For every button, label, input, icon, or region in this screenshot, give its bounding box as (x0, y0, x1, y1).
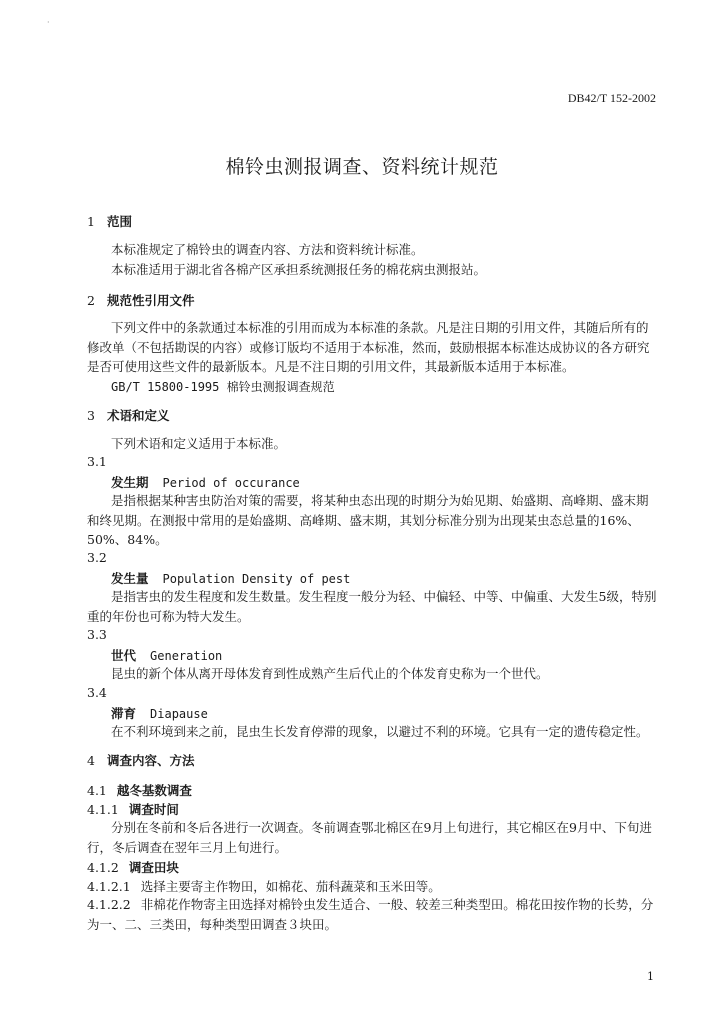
section-1-heading (87, 212, 132, 230)
term-3-3 (111, 646, 222, 664)
term-zh: 世代 (111, 648, 137, 663)
section-title: 调查时间 (128, 802, 179, 817)
section-4-1-heading (87, 781, 192, 799)
clause-number: 4.1.2.2 (87, 897, 131, 912)
section-title: 规范性引用文件 (107, 293, 195, 308)
term-en: Generation (150, 649, 223, 663)
section-4-heading (87, 751, 195, 769)
term-en: Population Density of pest (162, 572, 351, 586)
clause-text: 非棉花作物寄主田选择对棉铃虫发生适合、一般、较差三种类型田。棉花田按作物的长势，分为一、二、三类田，每种类型田调查３块田。 (87, 897, 654, 932)
section-number: 4.1.1 (87, 802, 119, 817)
clause-number: 4.1.2.1 (87, 879, 131, 894)
section-number: 2 (87, 293, 95, 308)
section-title: 调查内容、方法 (107, 753, 195, 768)
normative-reference: GB/T 15800-1995 棉铃虫测报调查规范 (111, 380, 335, 394)
term-3-2-definition: 是指害虫的发生程度和发生数量。发生程度一般分为轻、中偏轻、中等、中偏重、大发生5级，特别重的年份也可称为特大发生。 (87, 589, 657, 624)
term-3-4 (111, 704, 208, 722)
page-number: 1 (647, 970, 654, 983)
term-3-1-definition: 是指根据某种害虫防治对策的需要，将某种虫态出现的时期分为始见期、始盛期、高峰期、盛末期和终见期。在测报中常用的是始盛期、高峰期、盛末期，其划分标准分别为出现某虫态总量的16%、50%、84%。 (87, 493, 649, 548)
clause-text: 选择主要寄主作物田，如棉花、茄科蔬菜和玉米田等。 (140, 879, 441, 894)
term-3-1-number: 3.1 (87, 454, 107, 469)
term-3-4-definition: 在不利环境到来之前，昆虫生长发育停滞的现象，以避过不利的环境。它具有一定的遗传稳定性。 (111, 724, 649, 739)
term-en: Diapause (150, 707, 208, 721)
term-3-4-number: 3.4 (87, 685, 107, 700)
term-3-1 (111, 473, 300, 491)
clause-4-1-2-1 (87, 877, 441, 895)
section-number: 1 (87, 214, 95, 229)
term-zh: 发生量 (111, 571, 149, 586)
section-2-heading (87, 291, 195, 309)
section-number: 4 (87, 753, 95, 768)
clause-4-1-2-2 (87, 895, 657, 934)
section-title: 范围 (107, 214, 133, 229)
section-number: 4.1 (87, 783, 107, 798)
term-en: Period of occurance (162, 476, 300, 490)
term-3-3-number: 3.3 (87, 627, 107, 642)
document-number: DB42/T 152-2002 (567, 91, 656, 105)
term-3-2 (111, 569, 350, 587)
section-1-para-1: 本标准规定了棉铃虫的调查内容、方法和资料统计标准。 (111, 242, 424, 257)
term-3-2-number: 3.2 (87, 550, 107, 565)
section-title: 术语和定义 (107, 408, 170, 423)
section-3-heading (87, 406, 170, 424)
section-1-para-2: 本标准适用于湖北省各棉产区承担系统测报任务的棉花病虫测报站。 (111, 262, 487, 277)
section-number: 4.1.2 (87, 860, 119, 875)
section-title: 调查田块 (128, 860, 179, 875)
term-zh: 发生期 (111, 475, 149, 490)
section-4-1-2-heading (87, 858, 179, 876)
section-3-intro: 下列术语和定义适用于本标准。 (111, 436, 287, 451)
section-title: 越冬基数调查 (116, 783, 192, 798)
section-4-1-1-heading (87, 800, 179, 818)
section-number: 3 (87, 408, 95, 423)
term-zh: 滞育 (111, 706, 137, 721)
term-3-3-definition: 昆虫的新个体从离开母体发育到性成熟产生后代止的个体发育史称为一个世代。 (111, 666, 549, 681)
page-title: 棉铃虫测报调查、资料统计规范 (225, 156, 499, 178)
section-2-paragraph: 下列文件中的条款通过本标准的引用而成为本标准的条款。凡是注日期的引用文件，其随后所有的修改单（不包括勘误的内容）或修订版均不适用于本标准，然而，鼓励根据本标准达成协议的各方研究是否可使用这些文件的最新版本。凡是不注日期的引用文件，其最新版本适用于本标准。 (87, 320, 650, 375)
corner-mark: · (47, 18, 50, 27)
section-4-1-1-paragraph: 分别在冬前和冬后各进行一次调查。冬前调查鄂北棉区在9月上旬进行，其它棉区在9月中、下旬进行，冬后调查在翌年三月上旬进行。 (87, 820, 652, 855)
